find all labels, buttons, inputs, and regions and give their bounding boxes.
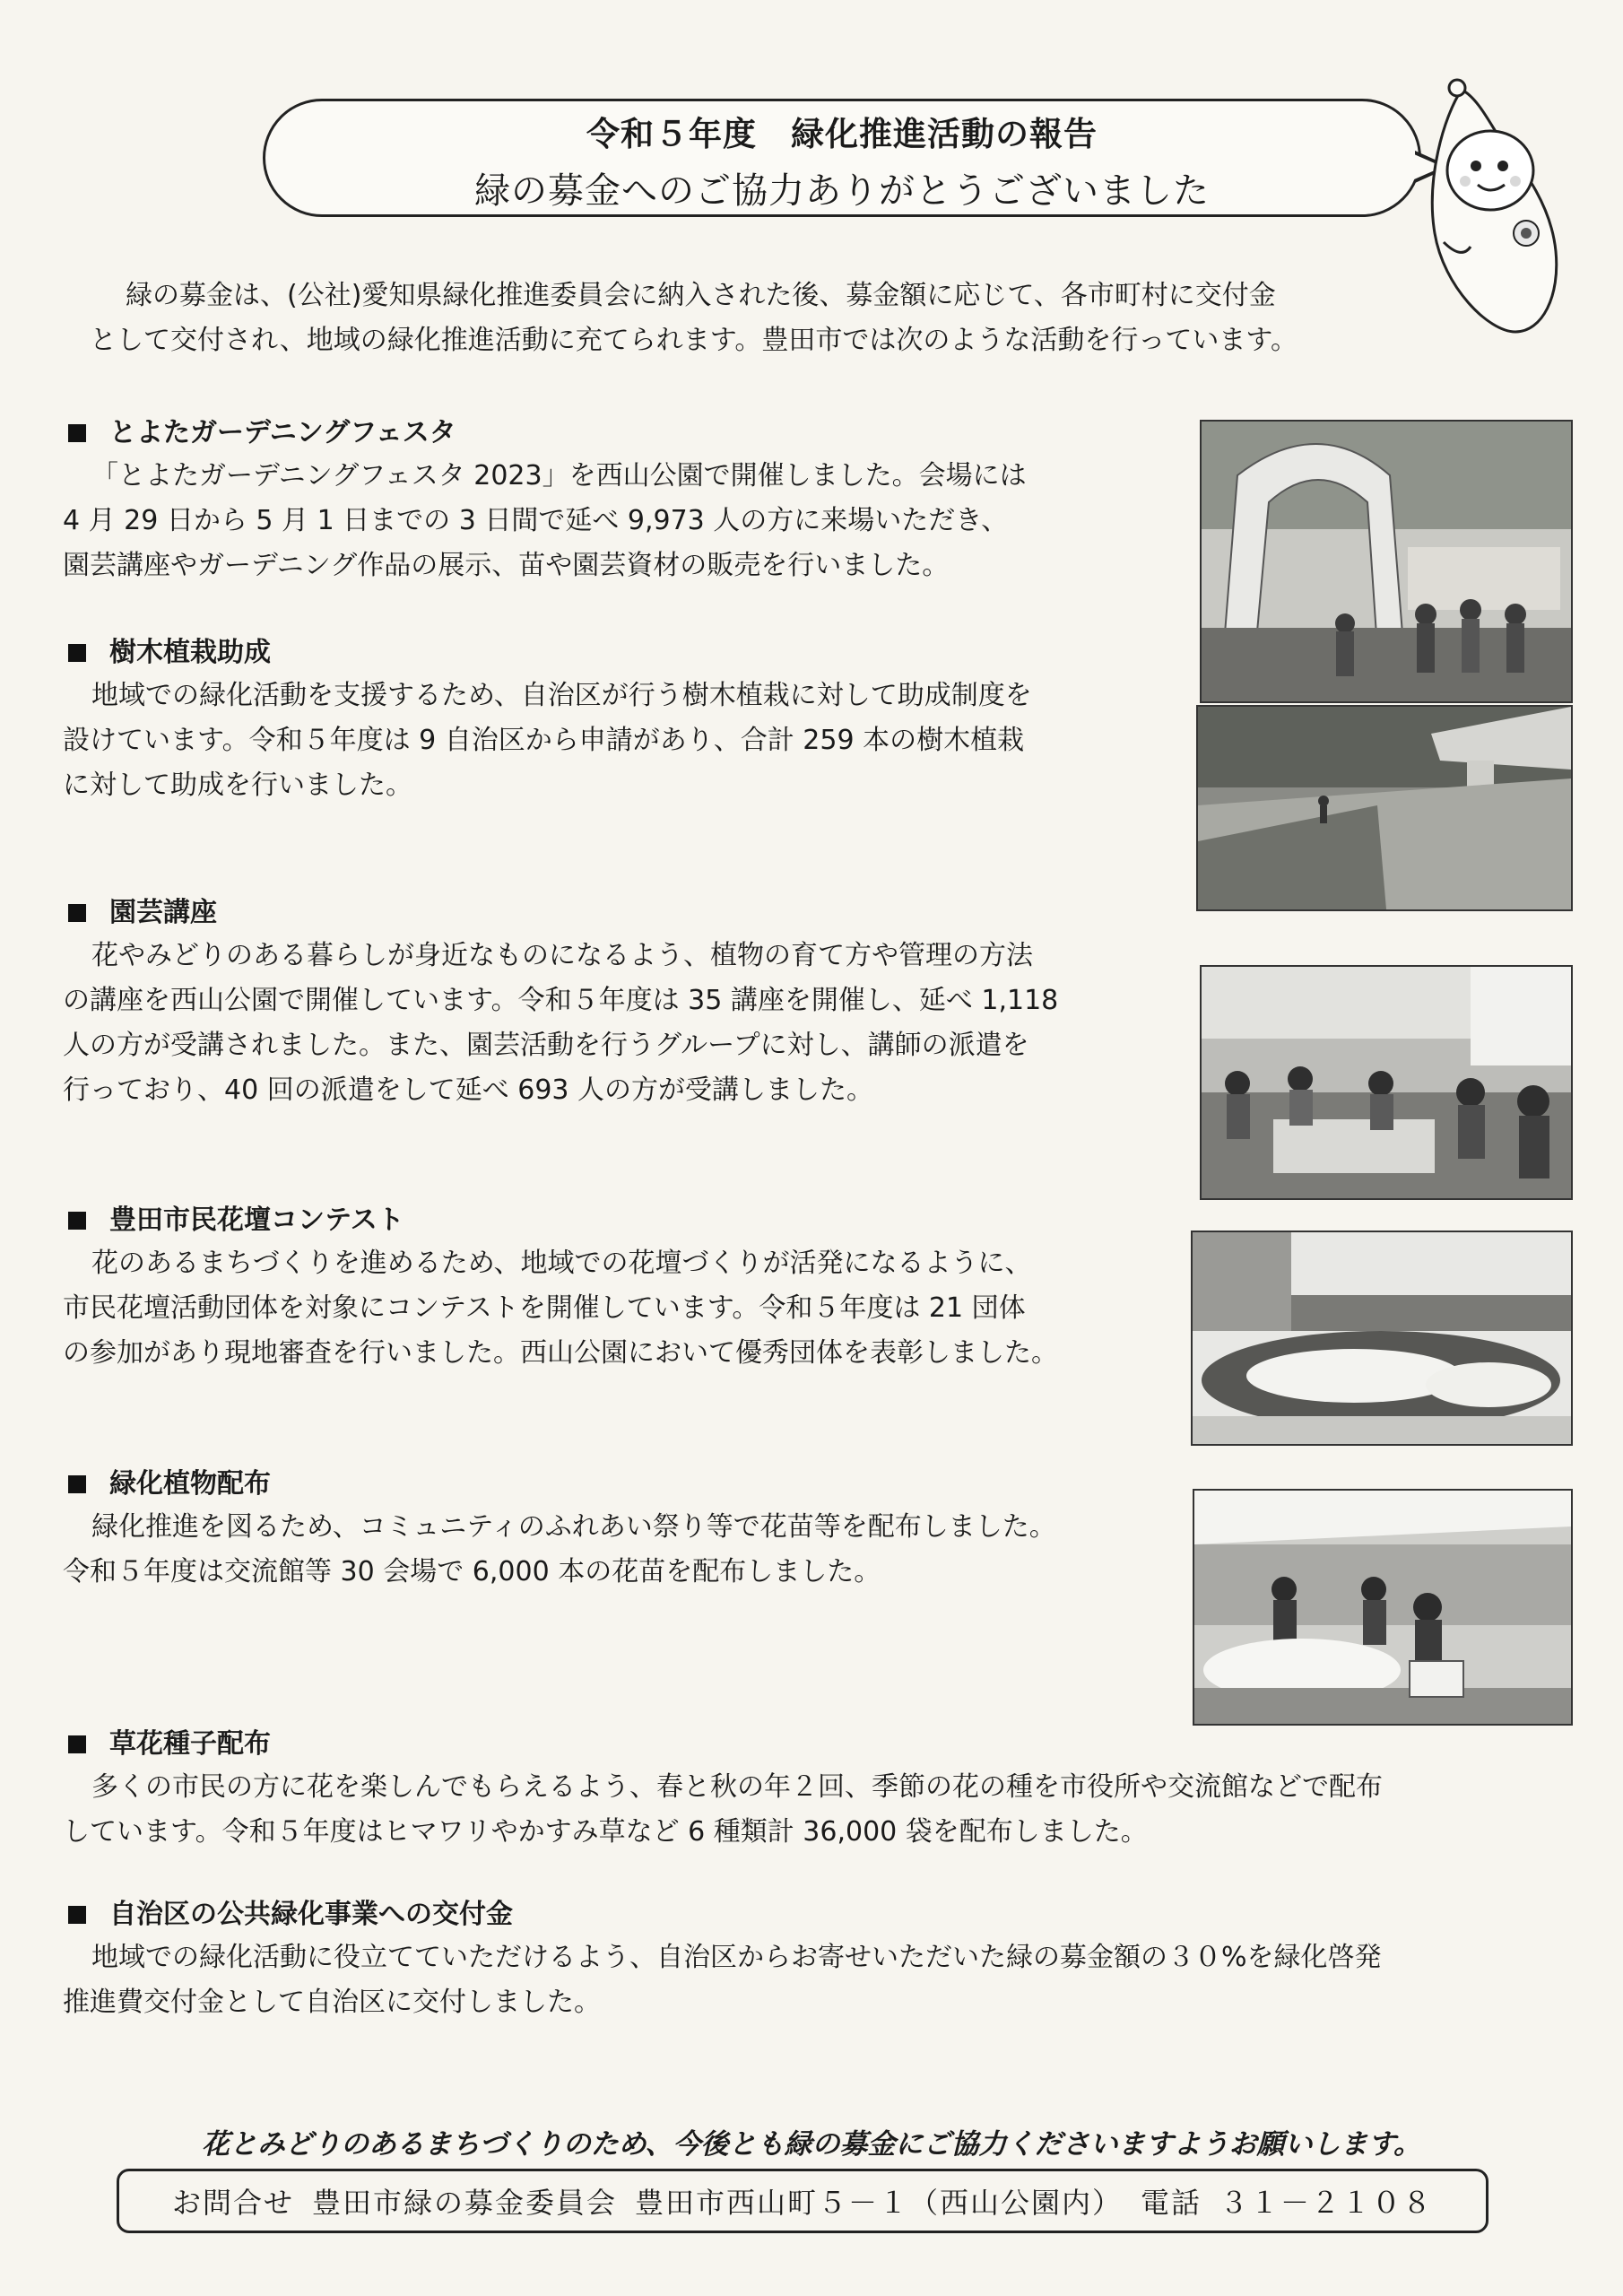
section-line: 多くの市民の方に花を楽しんでもらえるよう、春と秋の年２回、季節の花の種を市役所や交流館などで配布 xyxy=(91,1771,1383,1803)
section-title: 自治区の公共緑化事業への交付金 xyxy=(109,1899,513,1930)
section-seed-distribution xyxy=(63,1724,1578,1855)
bullet-icon xyxy=(68,1735,86,1753)
photo-flowerbed xyxy=(1191,1231,1573,1446)
section-line: 地域での緑化活動に役立てていただけるよう、自治区からお寄せいただいた緑の募金額の３０%を緑化啓発 xyxy=(91,1942,1382,1973)
bullet-icon xyxy=(68,1212,86,1230)
section-line: 「とよたガーデニングフェスタ 2023」を西山公園で開催しました。会場には xyxy=(91,460,1027,491)
section-line: 園芸講座やガーデニング作品の展示、苗や園芸資材の販売を行いました。 xyxy=(63,550,950,581)
section-title: 草花種子配布 xyxy=(109,1728,271,1760)
contact-org: 豊田市緑の募金委員会 xyxy=(311,2186,617,2220)
section-title: 豊田市民花壇コンテスト xyxy=(109,1205,404,1236)
bullet-icon xyxy=(68,644,86,662)
section-title: 緑化植物配布 xyxy=(109,1468,271,1500)
intro-text xyxy=(90,274,1488,363)
contact-phone: ３１－２１０８ xyxy=(1219,2186,1434,2220)
bullet-icon xyxy=(68,424,86,442)
contact-label: お問合せ xyxy=(171,2186,294,2220)
section-line: 設けています。令和５年度は 9 自治区から申請があり、合計 259 本の樹木植栽 xyxy=(63,725,1025,756)
section-gardening-festa xyxy=(63,413,1184,588)
intro-line-2: として交付され、地域の緑化推進活動に充てられます。豊田市では次のような活動を行っています。 xyxy=(90,325,1298,356)
section-title: とよたガーデニングフェスタ xyxy=(109,417,456,448)
photo-tree-planting xyxy=(1196,705,1573,911)
section-line: 地域での緑化活動を支援するため、自治区が行う樹木植栽に対して助成制度を xyxy=(91,680,1032,711)
section-line: の参加があり現地審査を行いました。西山公園において優秀団体を表彰しました。 xyxy=(63,1337,1058,1369)
intro-line-1: 緑の募金は、(公社)愛知県緑化推進委員会に納入された後、募金額に応じて、各市町村に交付金 xyxy=(126,280,1276,311)
section-flowerbed-contest xyxy=(63,1200,1219,1376)
page-subtitle: 緑の募金へのご協力ありがとうございました xyxy=(474,170,1210,212)
closing-message: 花とみどりのあるまちづくりのため、今後とも緑の募金にご協力くださいますようお願いします。 xyxy=(202,2128,1421,2161)
section-line: 花のあるまちづくりを進めるため、地域での花壇づくりが活発になるように、 xyxy=(91,1248,1032,1279)
section-plant-distribution xyxy=(63,1464,1219,1595)
section-line: 令和５年度は交流館等 30 会場で 6,000 本の花苗を配布しました。 xyxy=(63,1556,881,1587)
header-bubble xyxy=(263,99,1421,217)
section-line: 行っており、40 回の派遣をして延べ 693 人の方が受講しました。 xyxy=(63,1074,874,1106)
contact-phone-label: 電話 xyxy=(1141,2186,1202,2220)
section-grant xyxy=(63,1894,1578,2025)
bullet-icon xyxy=(68,1906,86,1924)
section-line: 花やみどりのある暮らしが身近なものになるよう、植物の育て方や管理の方法 xyxy=(91,940,1033,971)
section-line: 人の方が受講されました。また、園芸活動を行うグループに対し、講師の派遣を xyxy=(63,1030,1029,1061)
section-line: の講座を西山公園で開催しています。令和５年度は 35 講座を開催し、延べ 1,118 xyxy=(63,985,1059,1016)
section-title: 樹木植栽助成 xyxy=(109,637,271,668)
section-line: に対して助成を行いました。 xyxy=(63,770,412,801)
section-line: 4 月 29 日から 5 月 1 日までの 3 日間で延べ 9,973 人の方に来場いただき、 xyxy=(63,505,1009,536)
photo-plant-distribution xyxy=(1193,1489,1573,1726)
section-line: 推進費交付金として自治区に交付しました。 xyxy=(63,1987,601,2018)
photo-festa xyxy=(1200,420,1573,703)
section-gardening-course xyxy=(63,892,1219,1113)
section-line: 緑化推進を図るため、コミュニティのふれあい祭り等で花苗等を配布しました。 xyxy=(91,1511,1056,1543)
section-tree-planting xyxy=(63,632,1184,808)
photo-gardening-course xyxy=(1200,965,1573,1200)
contact-address: 豊田市西山町５－１（西山公園内） xyxy=(634,2186,1123,2220)
bullet-icon xyxy=(68,904,86,922)
contact-box xyxy=(117,2169,1488,2233)
section-line: 市民花壇活動団体を対象にコンテストを開催しています。令和５年度は 21 団体 xyxy=(63,1292,1026,1324)
section-title: 園芸講座 xyxy=(109,897,217,928)
bullet-icon xyxy=(68,1475,86,1493)
section-line: しています。令和５年度はヒマワリやかすみ草など 6 種類計 36,000 袋を配布しました。 xyxy=(63,1816,1148,1848)
page-title: 令和５年度 緑化推進活動の報告 xyxy=(586,115,1098,153)
